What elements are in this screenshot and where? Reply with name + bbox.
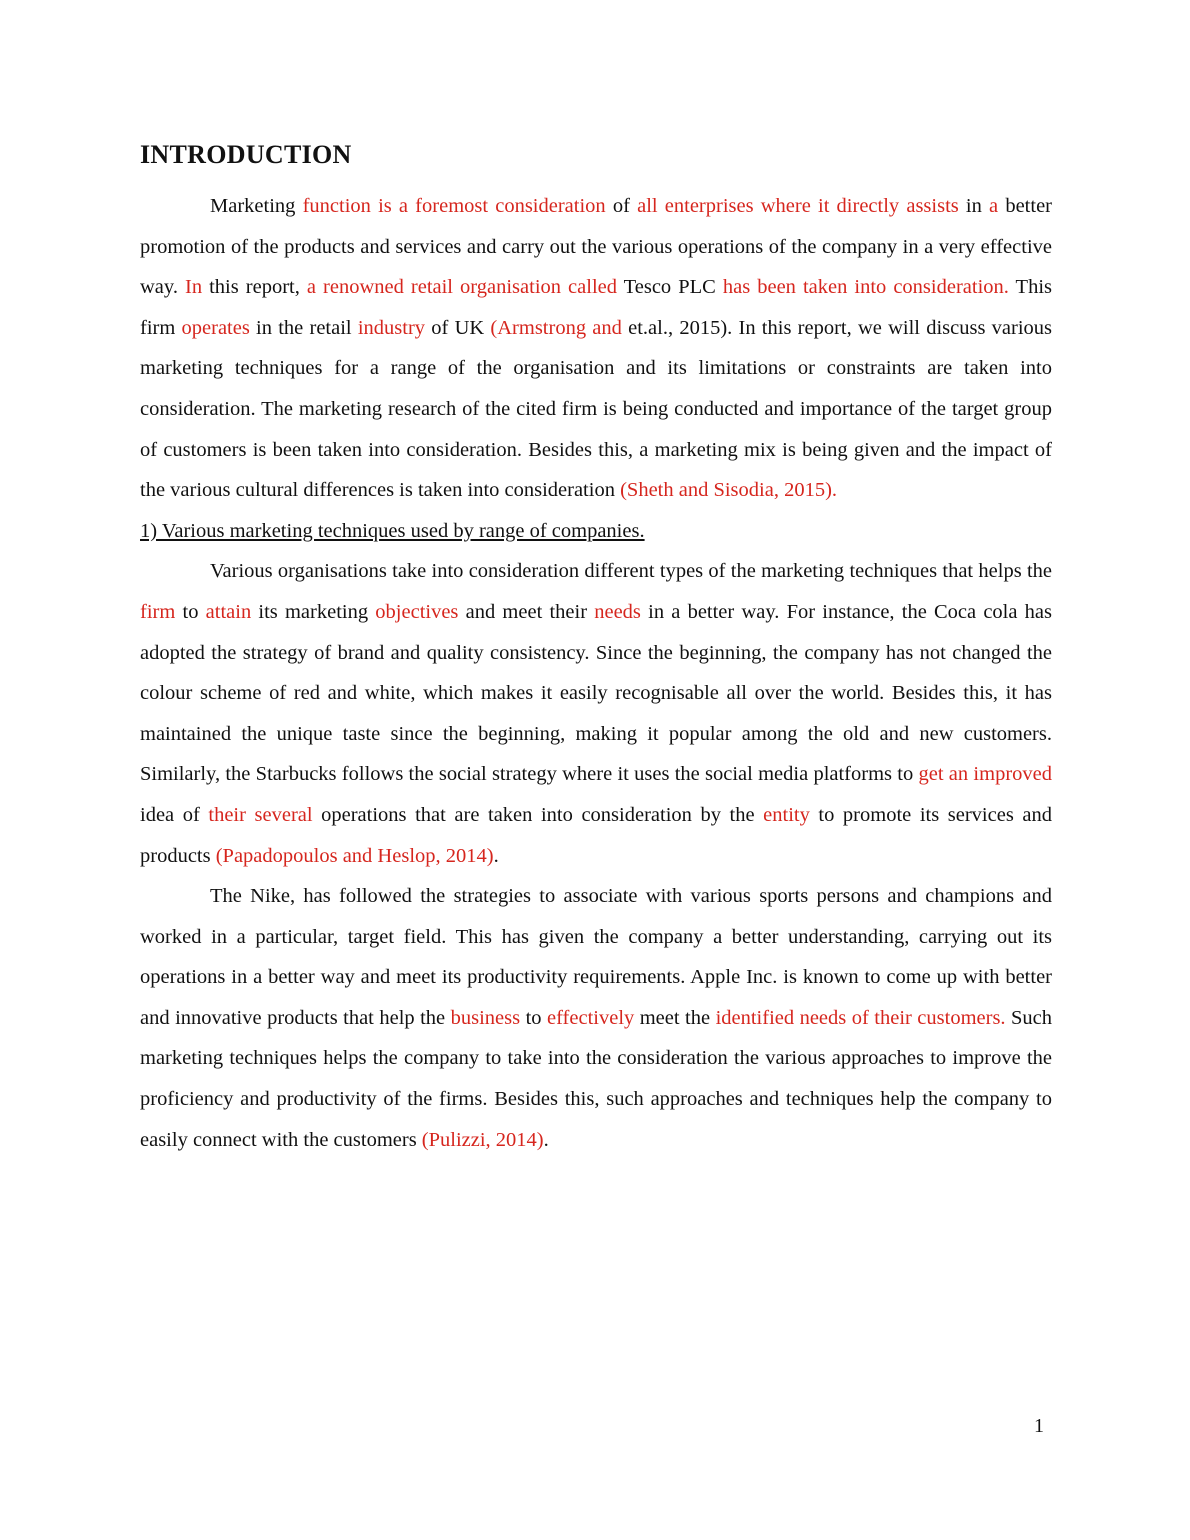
text-run: . (543, 1128, 549, 1151)
text-run: Marketing (210, 195, 303, 217)
highlighted-text-run: (Sheth and Sisodia, 2015). (620, 479, 838, 502)
text-run: of UK (425, 316, 491, 339)
document-title: INTRODUCTION (140, 140, 352, 169)
text-run: in a better way. For instance, the Coca cola has adopted the strategy of brand and quality consistency. Since the beginning, the company has not changed the colour scheme of red and white, which makes it easily recognisable all over the world. Besides this, it has maintained the unique taste since the beginning, making it popular among the old and new customers. Similarly, the Starbucks follows the social strategy where it uses the social media platforms to (140, 600, 1052, 786)
highlighted-text-run: a (989, 195, 999, 217)
highlighted-text-run: function is a foremost consideration (302, 195, 606, 217)
text-run: This firm (140, 276, 1053, 339)
highlighted-text-run: (Pulizzi, 2014) (421, 1128, 544, 1151)
highlighted-text-run: has been taken into consideration. (722, 276, 1009, 299)
text-run: to (520, 1006, 547, 1029)
highlighted-text-run: needs (594, 600, 641, 623)
text-run: and meet their (458, 600, 595, 623)
paragraph-marketing-techniques-2 (140, 876, 1052, 1160)
text-run: this report, (202, 276, 307, 299)
highlighted-text-run: entity (763, 803, 810, 826)
highlighted-text-run: their several (208, 803, 313, 826)
text-run: to (175, 600, 206, 623)
highlighted-text-run: get an improved (918, 763, 1052, 786)
highlighted-text-run: business (450, 1006, 521, 1029)
text-run: to promote its services and products (140, 803, 1052, 867)
text-run: meet the (634, 1006, 716, 1029)
highlighted-text-run: operates (181, 316, 250, 339)
highlighted-text-run: a renowned retail organisation called (306, 276, 617, 299)
document-content (140, 140, 1052, 1160)
highlighted-text-run: (Armstrong and (490, 316, 622, 339)
highlighted-text-run: all enterprises where it directly assists (637, 195, 959, 217)
text-run: of (605, 195, 638, 217)
paragraph-introduction (140, 186, 1052, 511)
text-run: operations that are taken into consideration by the (312, 803, 764, 826)
paragraph-marketing-techniques-1 (140, 551, 1052, 876)
highlighted-text-run: attain (205, 600, 252, 623)
text-run: its marketing (251, 600, 376, 623)
highlighted-text-run: identified needs of their customers. (715, 1006, 1006, 1029)
section-heading: 1) Various marketing techniques used by range of companies. (140, 519, 645, 542)
text-run: The Nike, has followed the strategies to associate with various sports persons and champions and worked in a particular, target field. This has given the company a better understanding, carrying out its operations in a better way and meet its productivity requirements. Apple Inc. is known to come up with better and innovative products that help the (140, 885, 1052, 1029)
text-run: Such marketing techniques helps the company to take into the consideration the various approaches to improve the proficiency and productivity of the firms. Besides this, such approaches and techniques help the company to easily connect with the customers (140, 1006, 1053, 1151)
text-run: et.al., 2015). In this report, we will discuss various marketing techniques for a range of the organisation and its limitations or constraints are taken into consideration. The marketing research of the cited firm is being conducted and importance of the target group of customers is been taken into consideration. Besides this, a marketing mix is being given and the impact of the various cultural differences is taken into consideration (140, 316, 1053, 502)
highlighted-text-run: (Papadopoulos and Heslop, 2014) (215, 844, 494, 867)
text-run: in the retail (249, 316, 358, 339)
text-run: Various organisations take into consideration different types of the marketing techniques that helps the (210, 560, 1052, 583)
highlighted-text-run: effectively (547, 1006, 635, 1029)
text-run: Tesco PLC (617, 276, 723, 299)
page-number: 1 (1034, 1415, 1044, 1437)
highlighted-text-run: objectives (375, 600, 459, 623)
highlighted-text-run: firm (140, 600, 176, 623)
text-run: idea of (140, 803, 209, 826)
highlighted-text-run: In (185, 276, 203, 299)
highlighted-text-run: industry (357, 316, 426, 339)
text-run: in (958, 195, 990, 217)
text-run: better promotion of the products and services and carry out the various operations of the company in a very effective way. (140, 195, 1052, 299)
text-run: . (493, 844, 499, 867)
